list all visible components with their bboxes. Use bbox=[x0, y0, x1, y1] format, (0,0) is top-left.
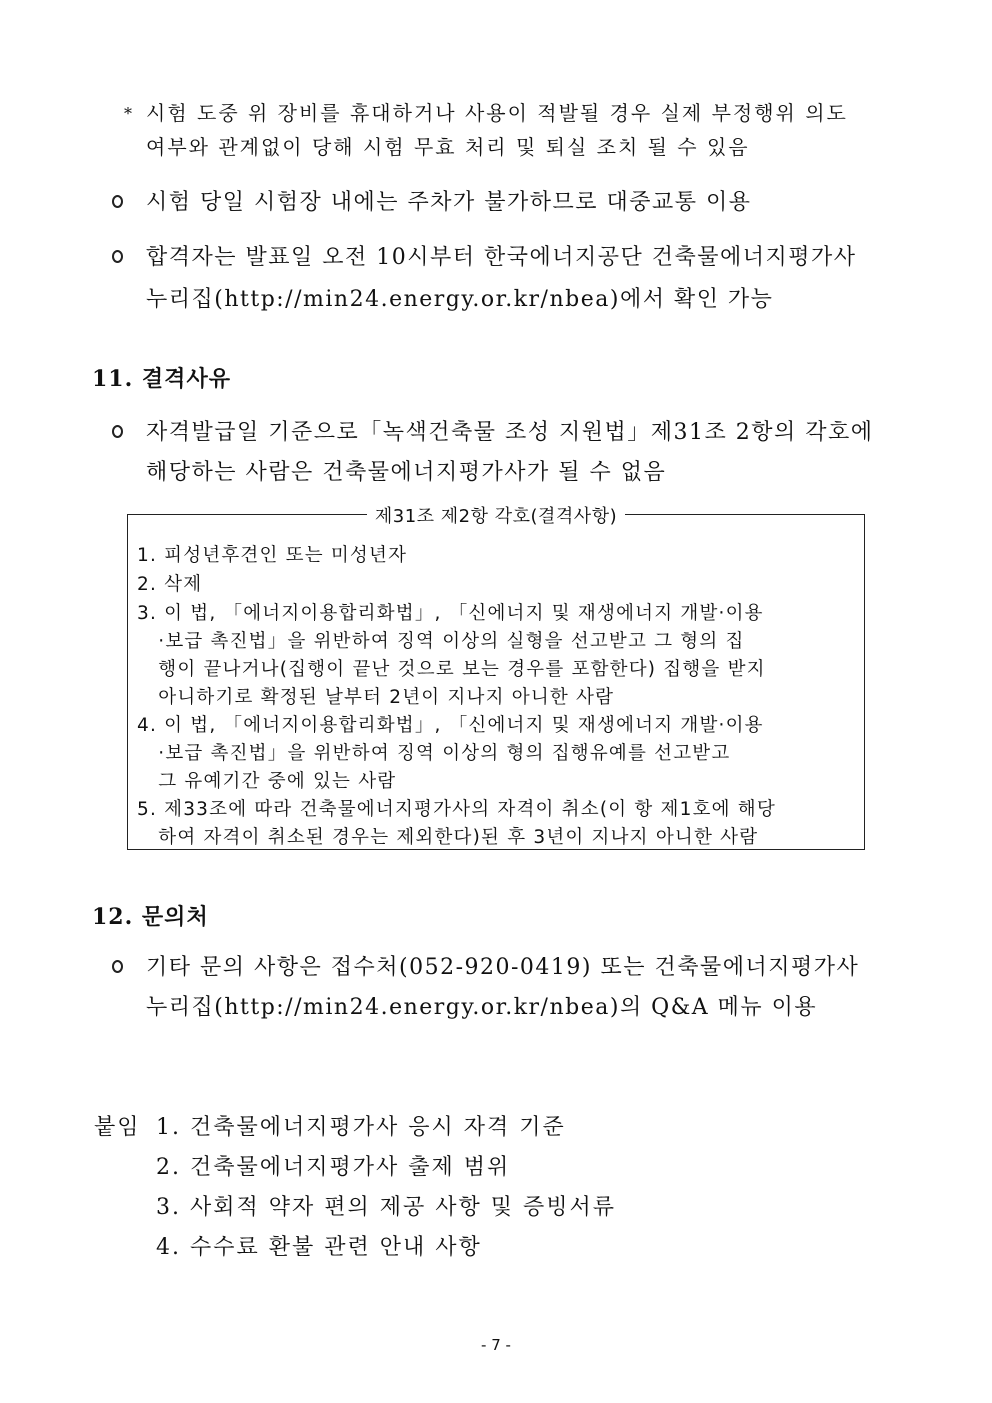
results-notice-line: 합격자는 발표일 오전 10시부터 한국에너지공단 건축물에너지평가사 bbox=[146, 245, 857, 270]
box-line: 하여 자격이 취소된 경우는 제외한다)된 후 3년이 지나지 아니한 사람 bbox=[137, 827, 759, 848]
attachment-item: 2. 건축물에너지평가사 출제 범위 bbox=[156, 1155, 511, 1180]
box-line: 1. 피성년후견인 또는 미성년자 bbox=[137, 545, 408, 566]
attachment-item: 3. 사회적 약자 편의 제공 사항 및 증빙서류 bbox=[156, 1195, 616, 1220]
box-title-text: 제31조 제2항 각호(결격사항) bbox=[367, 506, 625, 527]
box-line: 3. 이 법, 「에너지이용합리화법」, 「신에너지 및 재생에너지 개발·이용 bbox=[137, 603, 764, 624]
box-line: ·보급 촉진법」을 위반하여 징역 이상의 실형을 선고받고 그 형의 집 bbox=[137, 631, 745, 652]
attachments-label: 붙임 bbox=[94, 1115, 141, 1140]
bullet-circle-icon bbox=[112, 425, 123, 438]
contact-text-line: 누리집(http://min24.energy.or.kr/nbea)의 Q&A 메뉴 이용 bbox=[146, 995, 818, 1020]
box-title bbox=[128, 502, 864, 528]
parking-notice: 시험 당일 시험장 내에는 주차가 불가하므로 대중교통 이용 bbox=[146, 190, 752, 215]
bullet-circle-icon bbox=[112, 960, 123, 973]
note-line: 여부와 관계없이 당해 시험 무효 처리 및 퇴실 조치 될 수 있음 bbox=[146, 135, 750, 159]
disqualification-text-line: 해당하는 사람은 건축물에너지평가사가 될 수 없음 bbox=[146, 460, 667, 485]
contact-text-line: 기타 문의 사항은 접수처(052-920-0419) 또는 건축물에너지평가사 bbox=[146, 955, 860, 980]
box-line: 그 유예기간 중에 있는 사람 bbox=[137, 771, 397, 792]
note-line: 시험 도중 위 장비를 휴대하거나 사용이 적발될 경우 실제 부정행위 의도 bbox=[146, 101, 848, 125]
box-line: 4. 이 법, 「에너지이용합리화법」, 「신에너지 및 재생에너지 개발·이용 bbox=[137, 715, 764, 736]
box-line: 5. 제33조에 따라 건축물에너지평가사의 자격이 취소(이 항 제1호에 해당 bbox=[137, 799, 776, 820]
box-line: 아니하기로 확정된 날부터 2년이 지나지 아니한 사람 bbox=[137, 687, 615, 708]
results-notice-line: 누리집(http://min24.energy.or.kr/nbea)에서 확인 가능 bbox=[146, 287, 774, 312]
bullet-circle-icon bbox=[112, 250, 123, 263]
bullet-circle-icon bbox=[112, 195, 123, 208]
attachment-item: 1. 건축물에너지평가사 응시 자격 기준 bbox=[156, 1115, 566, 1140]
page-number: - 7 - bbox=[481, 1336, 511, 1354]
disqualification-text-line: 자격발급일 기준으로「녹색건축물 조성 지원법」제31조 2항의 각호에 bbox=[146, 420, 874, 445]
note-marker: * bbox=[124, 104, 134, 123]
section-12-heading: 12. 문의처 bbox=[92, 904, 209, 930]
box-line: 행이 끝나거나(집행이 끝난 것으로 보는 경우를 포함한다) 집행을 받지 bbox=[137, 659, 766, 680]
section-11-heading: 11. 결격사유 bbox=[92, 366, 231, 392]
disqualification-box bbox=[127, 506, 865, 850]
attachment-item: 4. 수수료 환불 관련 안내 사항 bbox=[156, 1235, 482, 1260]
box-line: ·보급 촉진법」을 위반하여 징역 이상의 형의 집행유예를 선고받고 bbox=[137, 743, 731, 764]
box-line: 2. 삭제 bbox=[137, 574, 203, 595]
